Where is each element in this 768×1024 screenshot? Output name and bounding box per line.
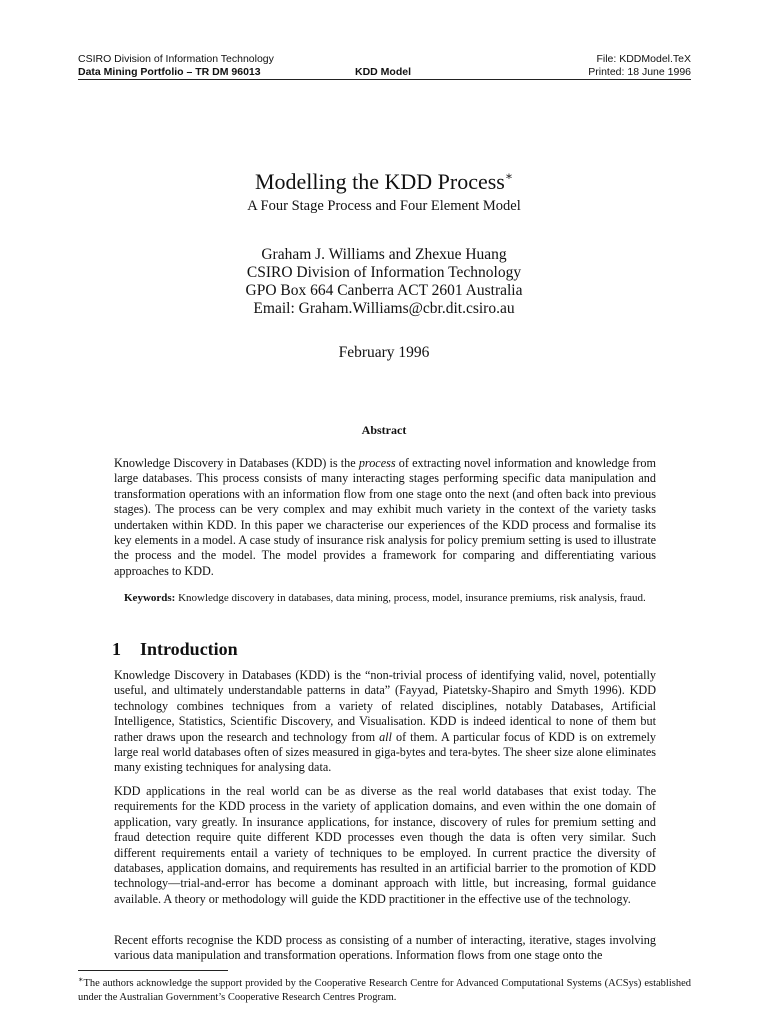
running-header-filename: File: KDDModel.TeX — [596, 53, 691, 65]
intro-paragraph-1 — [114, 668, 656, 776]
affiliation-division: CSIRO Division of Information Technology — [246, 264, 522, 281]
intro-paragraph-2: KDD applications in the real world can be as diverse as the real world databases that exist today. The requirements for the KDD process in the variety of application domains, and even within the one domain of application, vary greatly. In insurance applications, for instance, discovery of rules for premium setting and fraud detection require quite different KDD processes even though the data is often very similar. Such different requirements entail a variety of techniques to be employed. In current practice the diversity of databases, application domains, and requirements has resulted in an artificial barrier to the promotion of KDD technology—trial-and-error has become a dominant approach with little, but increasing, formal guidance available. A theory or methodology will guide the KDD practitioner in the effective use of the technology. — [114, 784, 656, 906]
intro-paragraph-3: Recent efforts recognise the KDD process as consisting of a number of interacting, iterative, stages involving various data manipulation and transformation operations. Information flows from one stage onto the — [114, 933, 656, 963]
keywords-label: Keywords: — [124, 592, 176, 604]
authors: Graham J. Williams and Zhexue Huang — [261, 246, 507, 263]
abstract-body — [114, 456, 656, 579]
footnote-rule — [78, 970, 228, 971]
paper-title — [0, 163, 768, 195]
header-rule — [78, 79, 691, 80]
running-header-portfolio: Data Mining Portfolio – TR DM 96013 — [78, 66, 261, 78]
paper-subtitle: A Four Stage Process and Four Element Model — [247, 198, 521, 214]
intro-p1-end: of them. A particular focus of KDD is on extremely large real world databases often of sizes measured in giga-bytes and tera-bytes. The sheer size alone eliminates many existing techniques for analysing data. — [114, 729, 656, 775]
paper-title-text: Modelling the KDD Process — [254, 169, 505, 194]
author-email: Email: Graham.Williams@cbr.dit.csiro.au — [253, 300, 515, 317]
affiliation-address: GPO Box 664 Canberra ACT 2601 Australia — [245, 282, 523, 299]
abstract-text-start: Knowledge Discovery in Databases (KDD) is the — [114, 456, 359, 470]
section-title: Introduction — [140, 639, 238, 659]
abstract-text-end: of extracting novel information and knowledge from large databases. This process consists of many interacting stages performing specific data manipulation and transformation operations with an information flow from one stage onto the next (and often back into previous stages). The process can be very complex and may exhibit much variety in the context of the variety tasks undertaken within KDD. In this paper we characterise our experiences of the KDD process and formalise its key elements in a model. A case study of insurance risk analysis for policy premium setting is used to illustrate the process and the model. The model provides a framework for comparing and differentiating various approaches to KDD. — [114, 456, 656, 578]
keywords — [124, 592, 648, 606]
running-header-title: KDD Model — [355, 66, 411, 78]
running-header-print-date: Printed: 18 June 1996 — [588, 66, 691, 78]
section-number: 1 — [112, 639, 121, 659]
publication-date: February 1996 — [338, 344, 430, 361]
section-heading — [112, 638, 238, 660]
abstract-emphasis: process — [358, 456, 396, 470]
title-footnote-marker: ∗ — [504, 169, 514, 183]
running-header-institution: CSIRO Division of Information Technology — [78, 53, 274, 65]
footnote-marker: ∗ — [78, 975, 84, 984]
footnote — [78, 973, 691, 1005]
intro-p1-emphasis: all — [379, 729, 392, 744]
intro-p1-start: Knowledge Discovery in Databases (KDD) is the “non-trivial process of identifying valid, novel, potentially useful, and ultimately understandable patterns in data” (Fayyad, Piatetsky-Shapiro and Smyth 1996). KDD technology combines techniques from a variety of related disciplines, notably Databases, Artificial Intelligence, Statistics, Scientific Discovery, and Visualisation. KDD is indeed identical to none of them but rather draws upon the research and technology from — [114, 668, 656, 744]
footnote-text: The authors acknowledge the support provided by the Cooperative Research Centre for Advanced Computational Systems (ACSys) established under the Australian Government’s Cooperative Research Centres Program. — [78, 978, 691, 1003]
abstract-heading: Abstract — [361, 423, 407, 437]
keywords-text: Knowledge discovery in databases, data mining, process, model, insurance premiums, risk analysis, fraud. — [175, 592, 646, 604]
